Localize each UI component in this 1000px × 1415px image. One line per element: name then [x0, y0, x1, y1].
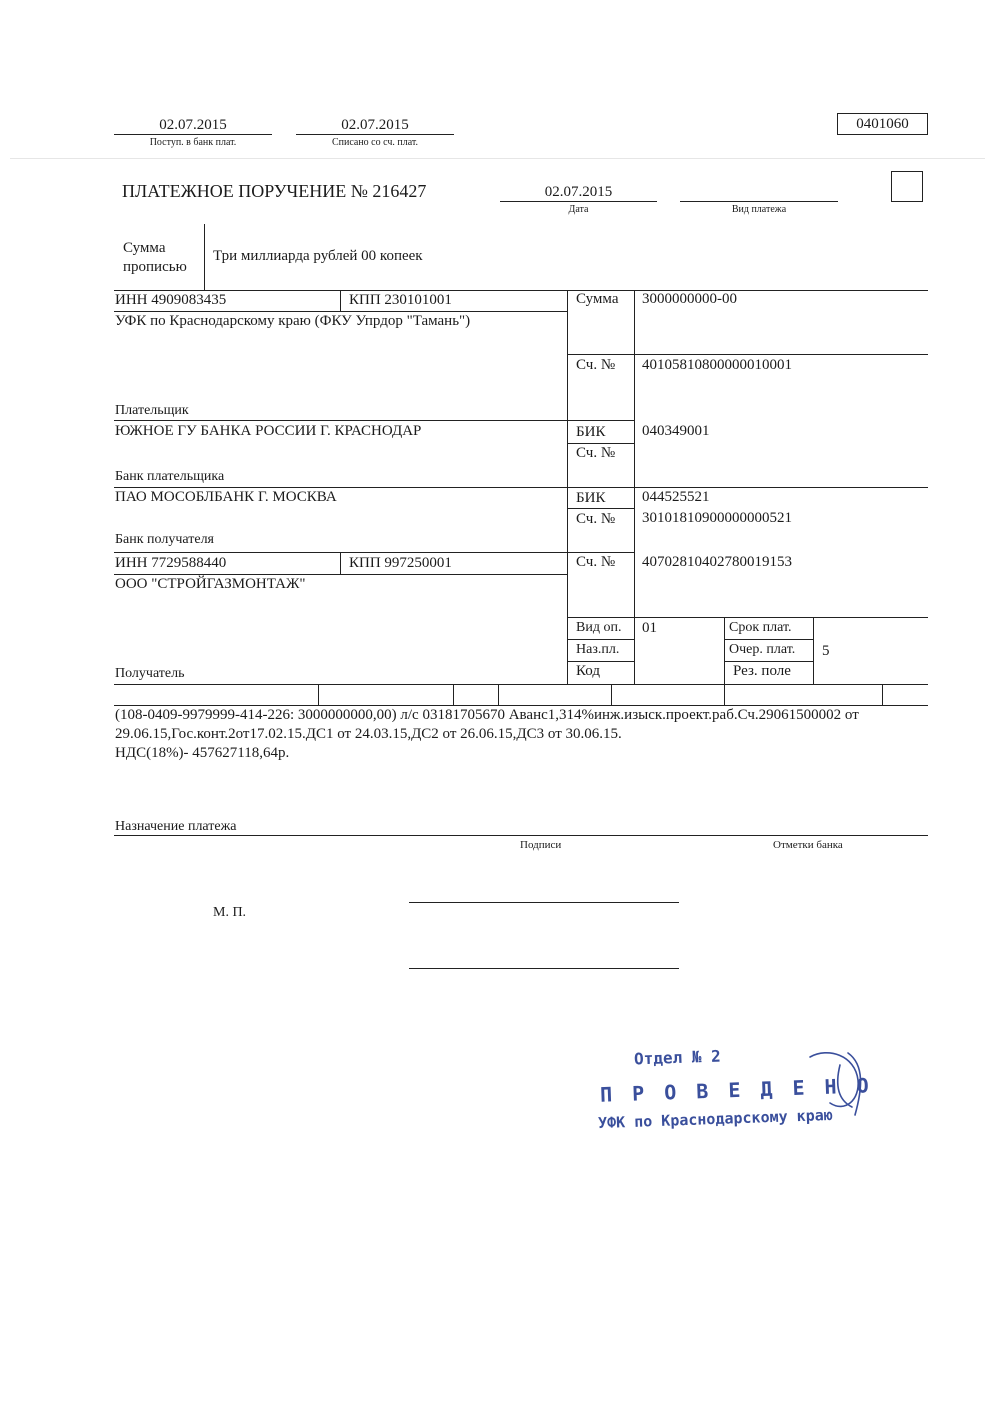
- divider: [114, 420, 635, 421]
- payer-bank-bik-label: БИК: [576, 424, 606, 440]
- divider: [567, 354, 928, 355]
- signature-line-2: [409, 968, 679, 969]
- divider: [114, 835, 928, 836]
- payer-account-label: Сч. №: [576, 357, 616, 373]
- recipient-account: 40702810402780019153: [642, 554, 792, 570]
- document-date: 02.07.2015: [544, 184, 613, 200]
- payer-bank-name: ЮЖНОЕ ГУ БАНКА РОССИИ Г. КРАСНОДАР: [115, 423, 422, 439]
- op-type-value: 01: [642, 620, 657, 636]
- divider: [567, 508, 635, 509]
- recipient-bank-bik-label: БИК: [576, 490, 606, 506]
- priority-value: 5: [822, 643, 830, 659]
- divider: [724, 617, 725, 684]
- reserve-label: Рез. поле: [733, 663, 791, 679]
- divider: [813, 617, 814, 684]
- deadline-label: Срок плат.: [729, 620, 792, 635]
- bank-marks-label: Отметки банка: [773, 839, 843, 851]
- signatures-label: Подписи: [520, 839, 562, 851]
- amount-words-label: Сумма прописью: [123, 240, 187, 275]
- purpose-code-label: Наз.пл.: [576, 642, 620, 657]
- purpose-line-2: 29.06.15,Гос.конт.2от17.02.15.ДС1 от 24.03.15,ДС2 от 26.06.15,ДС3 от 30.06.15.: [115, 726, 622, 742]
- payer-kpp: КПП 230101001: [349, 292, 452, 308]
- recipient-label: Получатель: [115, 666, 185, 681]
- payer-bank-label: Банк плательщика: [115, 469, 225, 484]
- divider: [114, 311, 567, 312]
- code-label: Код: [576, 663, 600, 679]
- divider: [340, 552, 341, 574]
- recipient-kpp: КПП 997250001: [349, 555, 452, 571]
- amount-label: Сумма: [576, 291, 619, 307]
- recipient-bank-name: ПАО МОСОБЛБАНК Г. МОСКВА: [115, 489, 337, 505]
- divider: [114, 134, 272, 135]
- amount-value: 3000000000-00: [642, 291, 737, 307]
- recipient-bank-account: 30101810900000000521: [642, 510, 792, 526]
- divider: [114, 290, 928, 291]
- divider: [340, 290, 341, 311]
- divider: [567, 639, 635, 640]
- date-received-label: Поступ. в банк плат.: [149, 137, 237, 148]
- amount-words-value: Три миллиарда рублей 00 копеек: [213, 248, 423, 264]
- divider: [296, 134, 454, 135]
- stamp-processed: П Р О В Е Д Е Н О: [599, 1073, 874, 1107]
- divider: [114, 487, 928, 488]
- divider: [567, 443, 635, 444]
- divider: [498, 684, 499, 705]
- payer-bank-bik: 040349001: [642, 423, 710, 439]
- recipient-bank-bik: 044525521: [642, 489, 710, 505]
- seal-label: М. П.: [213, 905, 247, 920]
- divider: [318, 684, 319, 705]
- purpose-line-3: НДС(18%)- 457627118,64р.: [115, 745, 290, 761]
- divider: [114, 684, 928, 685]
- payer-bank-account-label: Сч. №: [576, 445, 616, 461]
- priority-label: Очер. плат.: [729, 642, 796, 657]
- recipient-name: ООО "СТРОЙГАЗМОНТАЖ": [115, 576, 306, 592]
- purpose-label: Назначение платежа: [115, 819, 237, 834]
- document-title: ПЛАТЕЖНОЕ ПОРУЧЕНИЕ № 216427: [122, 181, 427, 201]
- divider: [567, 617, 928, 618]
- payer-account: 40105810800000010001: [642, 357, 792, 373]
- divider: [114, 552, 635, 553]
- divider: [724, 684, 725, 705]
- purpose-line-1: (108-0409-9979999-414-226: 3000000000,00) л/с 03181705670 Аванс1,314%инж.изыск.проект.раб.Сч.29061500002 от: [115, 707, 859, 723]
- payer-inn: ИНН 4909083435: [115, 292, 227, 308]
- document-date-label: Дата: [568, 204, 589, 215]
- divider: [567, 661, 635, 662]
- divider: [724, 661, 813, 662]
- divider: [204, 224, 205, 290]
- date-debited-label: Списано со сч. плат.: [331, 137, 419, 148]
- stamp-department: Отдел № 2: [633, 1046, 722, 1069]
- payer-name: УФК по Краснодарскому краю (ФКУ Упрдор "Тамань"): [115, 313, 471, 329]
- recipient-inn: ИНН 7729588440: [115, 555, 227, 571]
- op-type-label: Вид оп.: [576, 620, 622, 635]
- payer-label: Плательщик: [115, 403, 189, 418]
- form-code: 0401060: [837, 113, 928, 135]
- date-debited: 02.07.2015: [341, 117, 409, 133]
- recipient-bank-label: Банк получателя: [115, 532, 214, 547]
- divider: [611, 684, 612, 705]
- divider: [114, 574, 567, 575]
- divider: [10, 158, 985, 159]
- stamp-authority: УФК по Краснодарскому краю: [597, 1105, 834, 1133]
- date-received: 02.07.2015: [159, 117, 227, 133]
- divider: [453, 684, 454, 705]
- divider: [724, 639, 813, 640]
- recipient-bank-account-label: Сч. №: [576, 511, 616, 527]
- divider: [114, 705, 928, 706]
- divider: [500, 201, 657, 202]
- recipient-account-label: Сч. №: [576, 554, 616, 570]
- payment-type-label: Вид платежа: [731, 204, 787, 215]
- signature-line-1: [409, 902, 679, 903]
- handwritten-signature-icon: [800, 1045, 875, 1120]
- payment-status-box: [891, 171, 923, 202]
- divider: [680, 201, 838, 202]
- divider: [882, 684, 883, 705]
